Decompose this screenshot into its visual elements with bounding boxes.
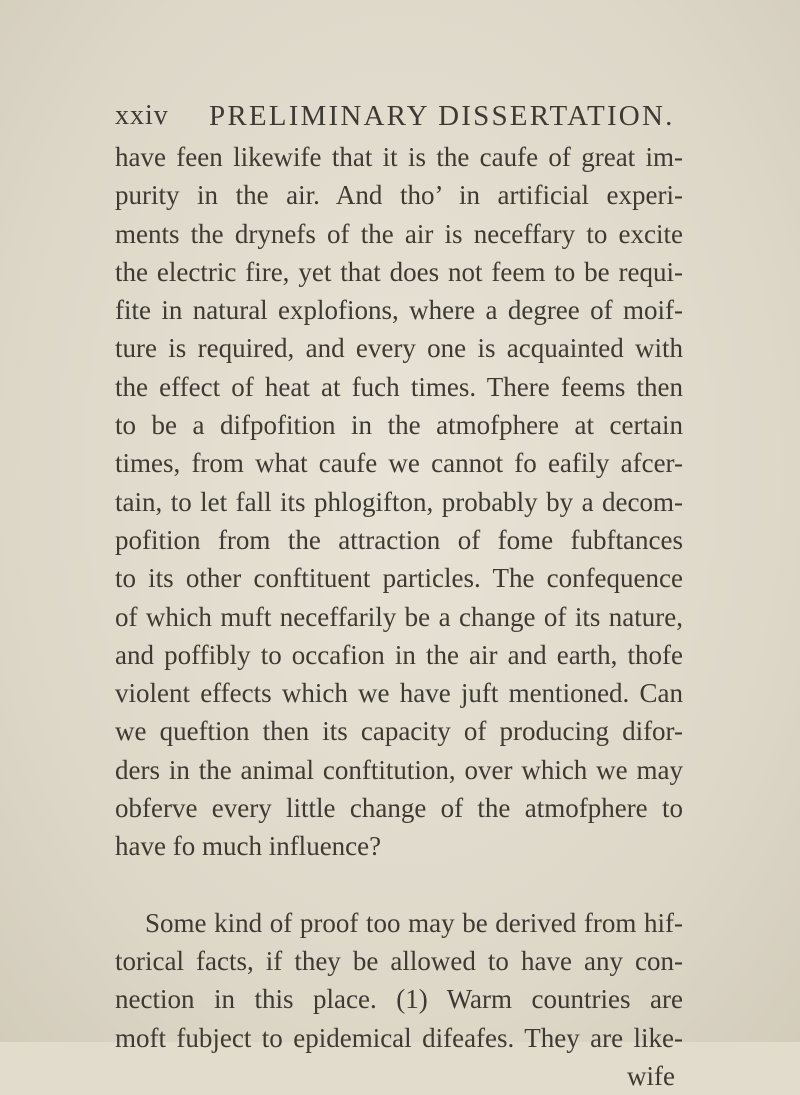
text-line: the effect of heat at fuch times. There feems then — [115, 371, 683, 402]
text-line: Some kind of proof too may be derived from hif- — [145, 907, 683, 938]
running-head-title: PRELIMINARY DISSERTATION. — [209, 100, 675, 132]
text-line: times, from what caufe we cannot fo eafily afcer- — [115, 448, 683, 479]
text-line: and poffibly to occafion in the air and earth, thofe — [115, 639, 683, 670]
text-line: fite in natural explofions, where a degree of moif- — [115, 295, 683, 326]
text-line: to be a difpofition in the atmofphere at certain — [115, 410, 683, 441]
catchword: wife — [627, 1060, 675, 1091]
text-line: pofition from the attraction of fome fubftances — [115, 524, 683, 555]
paragraph-gap — [115, 866, 683, 904]
paragraph-1 — [115, 138, 683, 866]
text-line: ture is required, and every one is acquainted with — [115, 333, 683, 364]
text-line: violent effects which we have juft mentioned. Can — [115, 678, 683, 709]
text-line: the electric fire, yet that does not feem to be requi- — [115, 256, 683, 287]
text-line: have fo much influence? — [115, 831, 382, 862]
page-number: xxiv — [115, 100, 169, 131]
text-line: tain, to let fall its phlogifton, probably by a decom- — [115, 486, 683, 517]
text-line: have feen likewife that it is the caufe of great im- — [115, 142, 683, 172]
paragraph-2 — [115, 904, 683, 1057]
text-line: purity in the air. And tho’ in artificial experi- — [115, 180, 683, 211]
text-line: moft fubject to epidemical difeafes. They are like- — [115, 1022, 683, 1053]
text-line: ments the drynefs of the air is neceffary to excite — [115, 218, 683, 249]
running-head — [115, 100, 715, 140]
text-line: ders in the animal conftitution, over which we may — [115, 754, 683, 785]
body-text — [115, 138, 683, 1095]
text-line: torical facts, if they be allowed to have any con- — [115, 945, 683, 976]
text-line: to its other conftituent particles. The confequence — [115, 563, 683, 594]
text-line: of which muft neceffarily be a change of its nature, — [115, 601, 683, 632]
text-line: nection in this place. (1) Warm countries are — [115, 984, 683, 1015]
text-line: obferve every little change of the atmofphere to — [115, 793, 683, 824]
text-line: we queftion then its capacity of producing difor- — [115, 716, 683, 747]
